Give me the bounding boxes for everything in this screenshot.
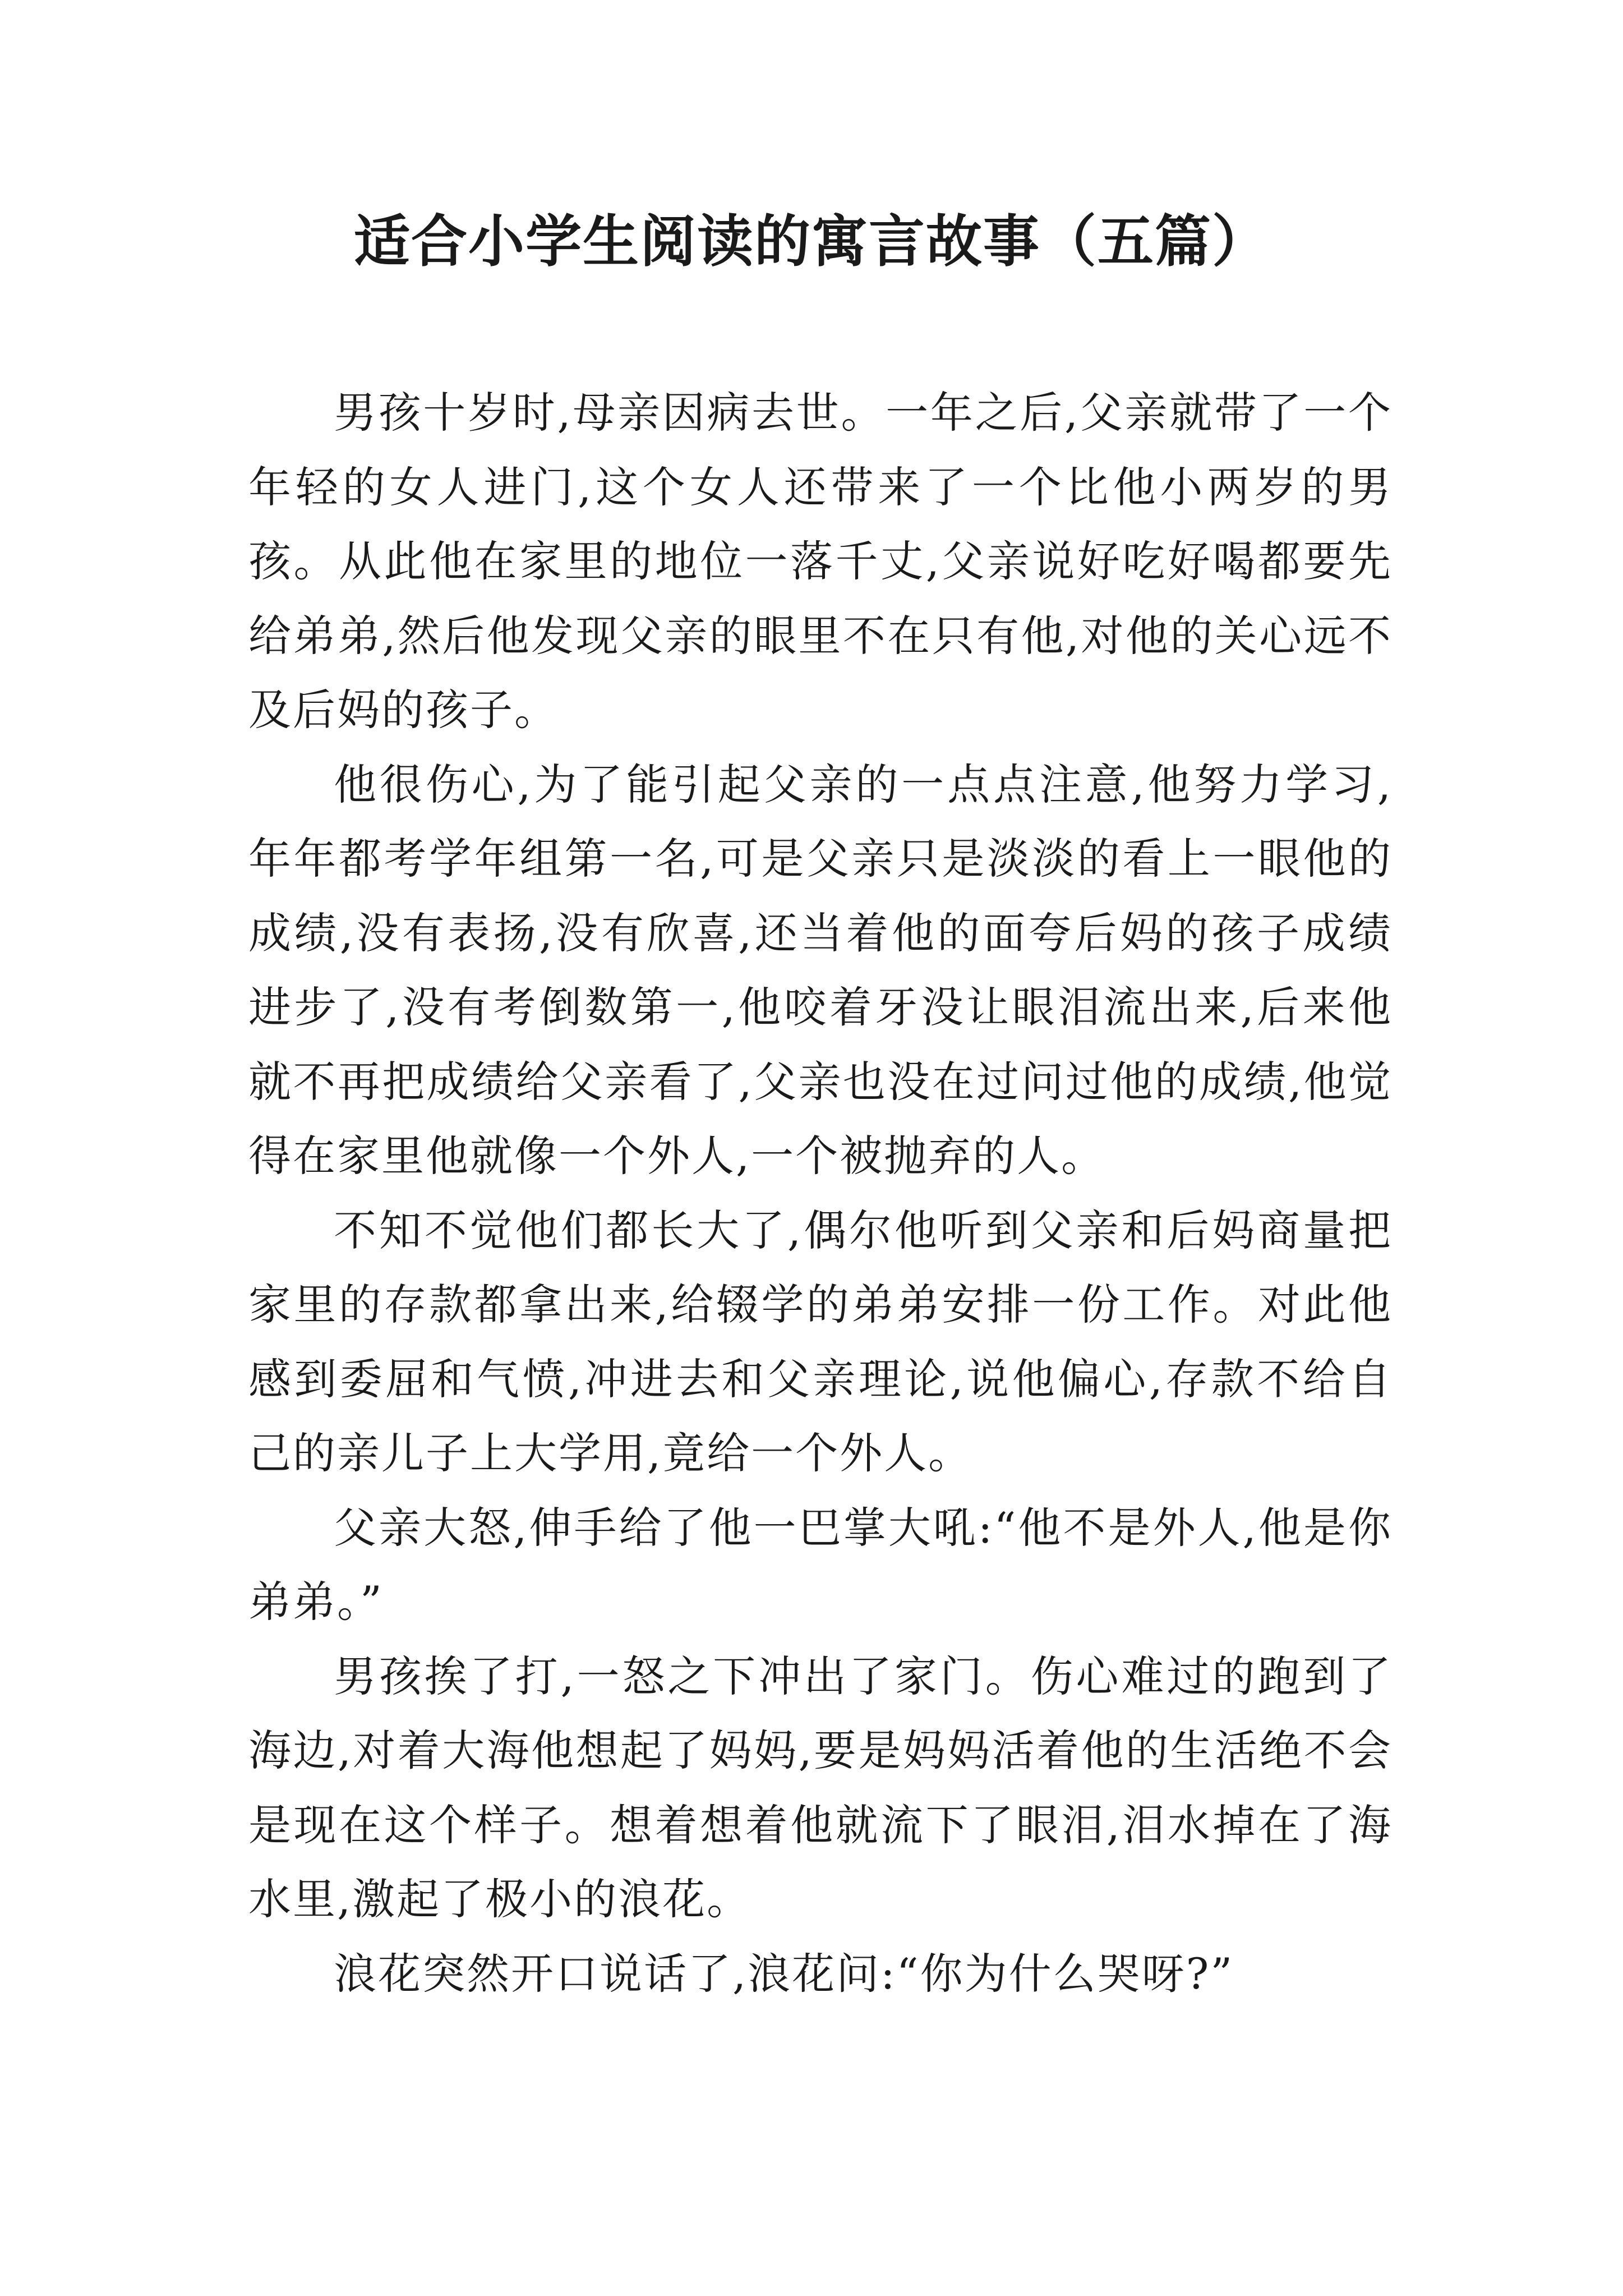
paragraph-5: 男孩挨了打,一怒之下冲出了家门。伤心难过的跑到了海边,对着大海他想起了妈妈,要是妈妈活着他的生活绝不会是现在这个样子。想着想着他就流下了眼泪,泪水掉在了海水里,激起了极小的浪花。 <box>248 1651 1393 1924</box>
paragraph-3: 不知不觉他们都长大了,偶尔他听到父亲和后妈商量把家里的存款都拿出来,给辍学的弟弟安排一份工作。对此他感到委屈和气愤,冲进去和父亲理论,说他偏心,存款不给自己的亲儿子上大学用,竟给一个外人。 <box>248 1205 1393 1478</box>
paragraph-4: 父亲大怒,伸手给了他一巴掌大吼:“他不是外人,他是你弟弟。” <box>248 1502 1393 1627</box>
paragraph-2: 他很伤心,为了能引起父亲的一点点注意,他努力学习,年年都考学年组第一名,可是父亲只是淡淡的看上一眼他的成绩,没有表扬,没有欣喜,还当着他的面夸后妈的孩子成绩进步了,没有考倒数第一,他咬着牙没让眼泪流出来,后来他就不再把成绩给父亲看了,父亲也没在过问过他的成绩,他觉得在家里他就像一个外人,一个被抛弃的人。 <box>248 759 1393 1181</box>
document-title: 适合小学生阅读的寓言故事（五篇） <box>354 208 1269 274</box>
document-body <box>248 376 1393 2011</box>
paragraph-1: 男孩十岁时,母亲因病去世。一年之后,父亲就带了一个年轻的女人进门,这个女人还带来了一个比他小两岁的男孩。从此他在家里的地位一落千丈,父亲说好吃好喝都要先给弟弟,然后他发现父亲的眼里不在只有他,对他的关心远不及后妈的孩子。 <box>248 388 1393 735</box>
paragraph-6: 浪花突然开口说话了,浪花问:“你为什么哭呀?” <box>334 1948 1234 1999</box>
